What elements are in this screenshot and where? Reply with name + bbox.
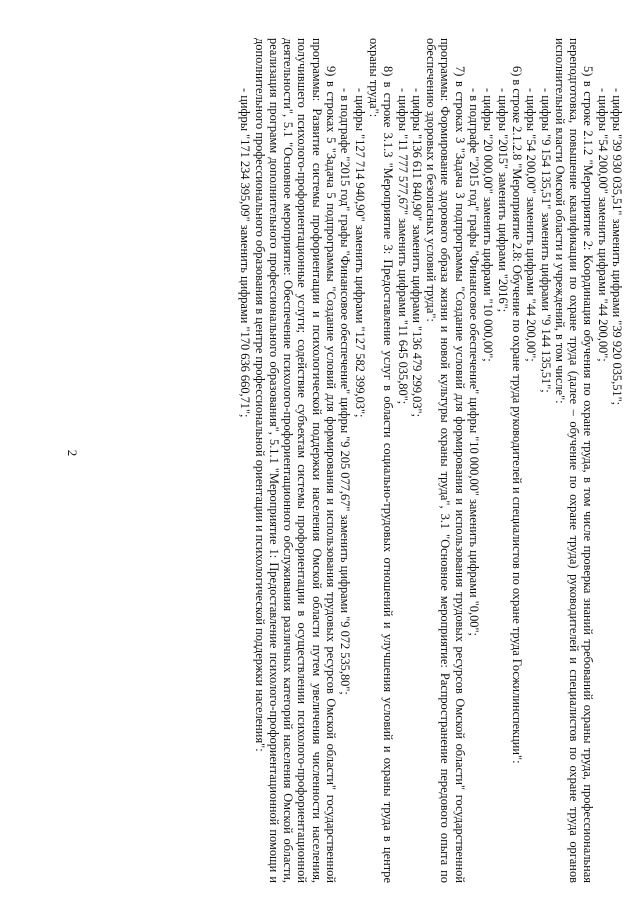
paragraph-line-item: - цифры "9 154 135,51" заменить цифрами "9 144 135,51"; [538, 88, 553, 393]
paragraph-line-item: - цифры "54 200,00" заменить цифрами "44 200,00"; [595, 88, 610, 362]
paragraph-item-5: 5) в строке 2.1.2 "Мероприятие 2: Координация обучения по охране труда, в том числе проверка знаний требований охраны труда, профессиональная переподготовка, повышение квалификации по охране труда (далее – обучение по охране труда) руководителей и специалистов по охране труда органов исполнительной власти Омской области и учреждений, в том числе": [552, 38, 596, 883]
rotated-document [64, 38, 624, 883]
paragraph-item-8: 8) в строке 3.1.3 "Мероприятие 3: Предоставление услуг в области социально-трудовых отношений и улучшения условий и охраны труда в центре охраны труда": [366, 38, 396, 883]
paragraph-line-item: - цифры "11 777 577,67" заменить цифрами "11 645 035,80"; [395, 88, 410, 405]
document-body [238, 38, 624, 883]
paragraph-item-9: 9) в строках 5 "Задача 5 подпрограммы "Создание условий для формирования и использования трудовых ресурсов Омской области" государственной программы: Развитие системы профориентации и психологической поддержки населения Омской области путем увеличения численности населения, получившего психолого-профориентационные услуги; содействие субъектам системы профориентации в осуществлении психолого-профориентационной деятельности", 5.1 "Основное мероприятие: Обеспечение психолого-профориентационного обслуживания различных категорий населения Омской области, реализация программ дополнительного профессионального образования", 5.1.1 "Мероприятие 1: Предоставление психолого-профориентационной помощи и дополнительного профессионального образования в центре профессиональной ориентации и психологической поддержки населения": [252, 38, 339, 883]
paragraph-line-item: - цифры "127 714 940,90" заменить цифрами "127 582 399,03"; [352, 88, 367, 418]
paragraph-line-item: - цифры "2015" заменить цифрами "2016"; [495, 88, 510, 313]
paragraph-line-item: - цифры "39 930 035,51" заменить цифрами "39 920 035,51"; [610, 88, 624, 406]
paragraph-item-6: 6) в строке 2.1.2.8 "Мероприятие 2.8: Обучение по охране труда руководителей и специалистов по охране труда Госжилинспекции": [509, 66, 524, 764]
paragraph-line-item: - цифры "54 200,00" заменить цифрами "44 200,00"; [524, 88, 539, 362]
page-number: 2 [65, 449, 80, 457]
paragraph-line-item: - в подграфе "2015 год" графы "Финансовое обеспечение" цифры "9 205 077,67" заменить цифрами "9 072 535,80"; [338, 88, 353, 695]
paragraph-line-item: - в подграфе "2015 год" графы "Финансовое обеспечение" цифры "10 000,00" заменить цифрами "0,00"; [467, 88, 482, 636]
paragraph-item-7: 7) в строках 3 "Задача 3 подпрограммы "Создание условий для формирования и использования трудовых ресурсов Омской области" государственной программы: Формирование здорового образа жизни и новой культуры охраны труда", 3.1 "Основное мероприятие: Распространение передового опыта по обеспечению здоровых и безопасных условий труда": [424, 38, 467, 883]
paragraph-line-item: - цифры "20 000,00" заменить цифрами "10 000,00"; [481, 88, 496, 362]
paragraph-line-item: - цифры "136 611 840,90" заменить цифрами "136 479 299,03"; [409, 88, 424, 418]
paragraph-line-item: - цифры "171 234 395,09" заменить цифрами "170 636 660,71"; [238, 88, 253, 418]
